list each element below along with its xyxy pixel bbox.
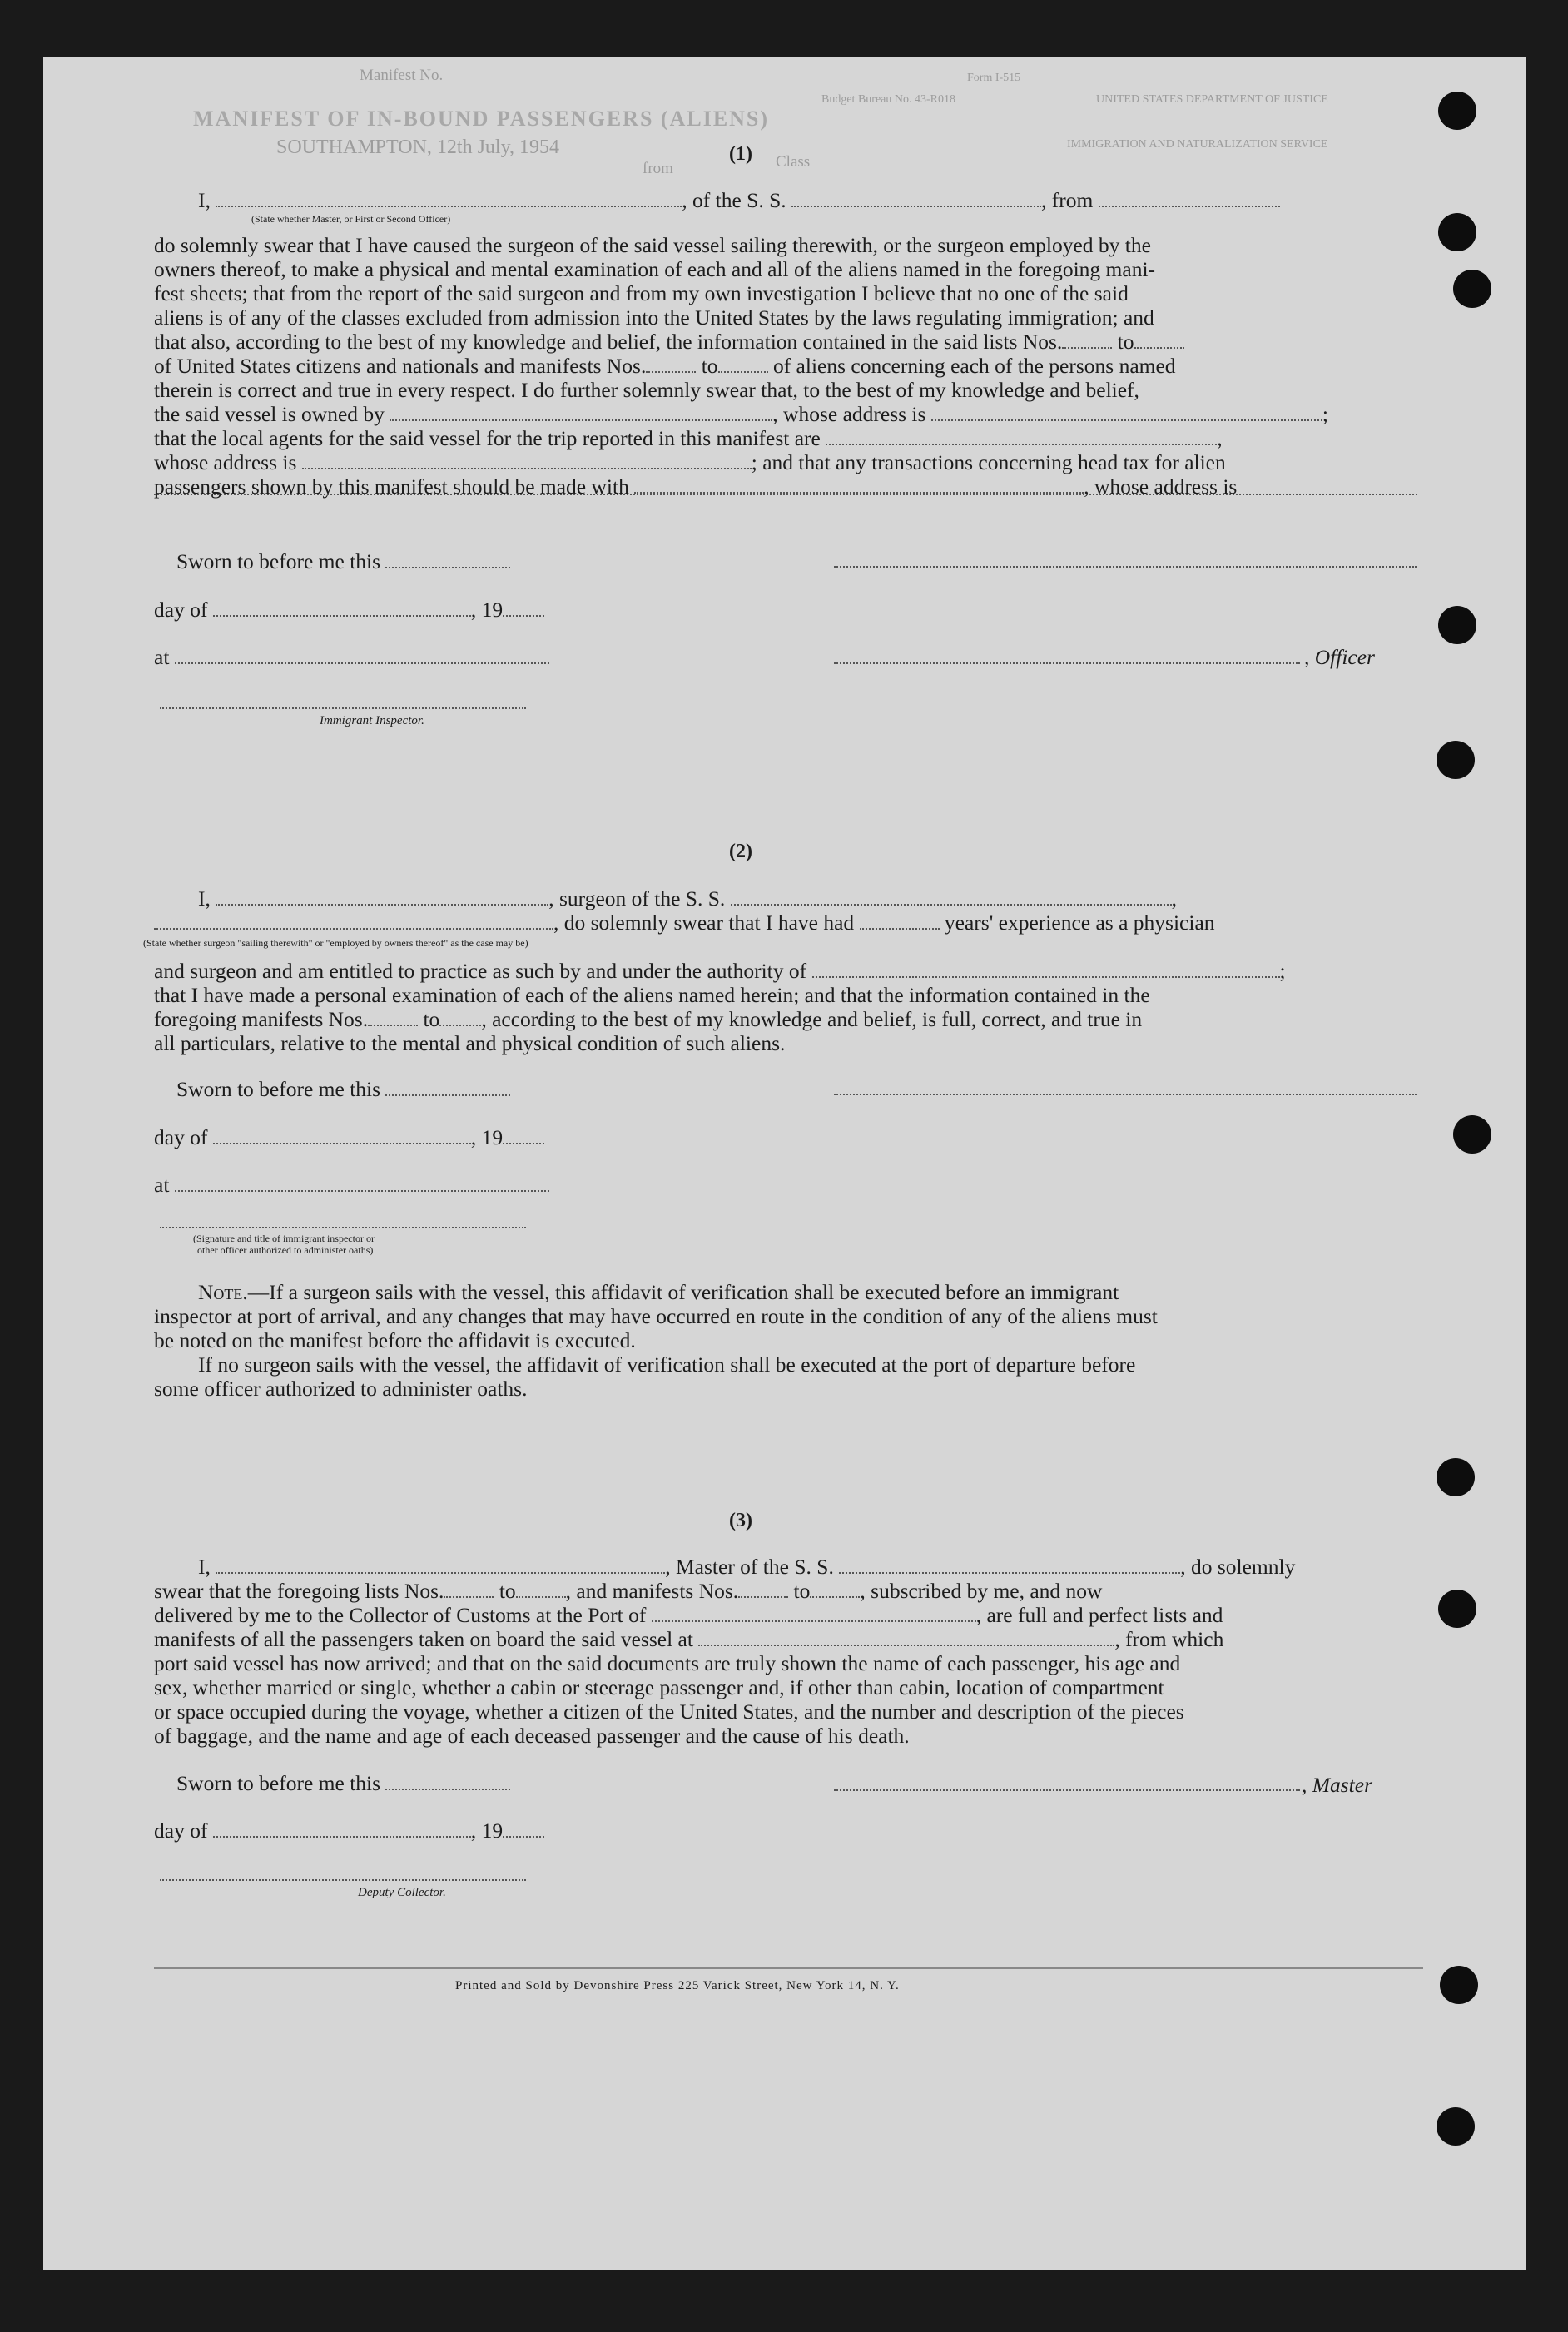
- s2-authority-blank[interactable]: [812, 961, 1280, 978]
- section-2-number: (2): [729, 841, 752, 862]
- s3-full-lists: , are full and perfect lists and: [975, 1603, 1223, 1627]
- bleed-from: from: [643, 160, 673, 177]
- s1-year-blank[interactable]: [503, 600, 544, 617]
- s1-immigrant-inspector: Immigrant Inspector.: [320, 714, 424, 727]
- s3-from-which: , from which: [1114, 1627, 1224, 1651]
- s2-to: to: [423, 1007, 440, 1031]
- punch-hole-4: [1438, 606, 1476, 644]
- s3-solemnly: , do solemnly: [1180, 1555, 1296, 1579]
- s3-para-2: [154, 1579, 1102, 1604]
- s3-lists-nos: swear that the foregoing lists Nos.: [154, 1579, 444, 1603]
- s3-year-blank[interactable]: [503, 1821, 544, 1838]
- s2-year-blank[interactable]: [503, 1128, 544, 1144]
- s1-para-8: [154, 402, 1328, 427]
- s3-para-6: sex, whether married or single, whether a cabin or steerage passenger and, if other than cabin, location of compartment: [154, 1675, 1164, 1699]
- s3-i: I,: [198, 1555, 211, 1579]
- s1-lists-text: that also, according to the best of my knowledge and belief, the information contained in the said lists Nos.: [154, 330, 1063, 354]
- s2-sworn-blank[interactable]: [385, 1079, 510, 1096]
- s1-agents-address: whose address is: [154, 450, 297, 474]
- s1-owner-blank[interactable]: [390, 404, 772, 421]
- punch-hole-5: [1437, 741, 1475, 779]
- s2-years-blank[interactable]: [860, 913, 940, 930]
- s2-note-4: If no surgeon sails with the vessel, the affidavit of verification shall be executed at the port of departure before: [198, 1352, 1136, 1377]
- s3-master-of: , Master of the S. S.: [665, 1555, 834, 1579]
- s1-manifests-text: of United States citizens and nationals and manifests Nos.: [154, 354, 647, 378]
- s2-i: I,: [198, 886, 211, 910]
- bleed-form-left: Form I-515: [967, 72, 1021, 84]
- bleed-port-line: SOUTHAMPTON, 12th July, 1954: [276, 136, 560, 158]
- s2-19: , 19: [470, 1125, 504, 1149]
- punch-hole-8: [1438, 1590, 1476, 1628]
- s1-aliens-text: of aliens concerning each of the persons named: [772, 354, 1176, 378]
- s2-according: , according to the best of my knowledge and belief, is full, correct, and true in: [481, 1007, 1143, 1031]
- s2-at: [154, 1173, 549, 1198]
- punch-hole-2: [1438, 213, 1476, 251]
- s2-para-1: [154, 959, 1286, 984]
- s2-solemnly: , do solemnly swear that I have had: [553, 910, 855, 935]
- s1-para-11: [154, 474, 1237, 499]
- s1-para-7: therein is correct and true in every respect. I do further solemnly swear that, to the best of my knowledge and belief,: [154, 378, 1139, 402]
- s3-deputy-collector: Deputy Collector.: [358, 1886, 446, 1899]
- s3-lists-to: to: [499, 1579, 516, 1603]
- printer-imprint: Printed and Sold by Devonshire Press 225 Varick Street, New York 14, N. Y.: [455, 1979, 900, 1992]
- s3-ss-blank[interactable]: [839, 1557, 1180, 1574]
- s2-note-5: some officer authorized to administer oaths.: [154, 1377, 528, 1401]
- s1-para-1: do solemnly swear that I have caused the surgeon of the said vessel sailing therewith, or the surgeon employed by the: [154, 233, 1151, 257]
- bleed-service: IMMIGRATION AND NATURALIZATION SERVICE: [1067, 138, 1328, 151]
- s1-manifests-from-blank[interactable]: [646, 356, 696, 373]
- s3-lists-to-blank[interactable]: [516, 1581, 566, 1598]
- s2-note-3: be noted on the manifest before the affidavit is executed.: [154, 1328, 636, 1352]
- s1-agents-address-blank[interactable]: [302, 453, 752, 469]
- s2-surgeon-of: , surgeon of the S. S.: [548, 886, 726, 910]
- punch-hole-10: [1437, 2107, 1475, 2146]
- s3-day: [154, 1818, 544, 1843]
- s3-manifests-from-blank[interactable]: [738, 1581, 788, 1598]
- s2-at-blank[interactable]: [175, 1175, 549, 1192]
- s3-manifests-to: to: [793, 1579, 811, 1603]
- s3-sworn: [176, 1771, 510, 1796]
- bleed-form-right: UNITED STATES DEPARTMENT OF JUSTICE: [1096, 93, 1328, 106]
- s2-sig-note-2: other officer authorized to administer oaths): [197, 1244, 374, 1256]
- bleed-class: Class: [776, 153, 811, 171]
- s2-ss-blank[interactable]: [731, 889, 1172, 906]
- s1-whose-address-2: , whose address is: [1084, 474, 1238, 499]
- s1-para-10: [154, 450, 1226, 475]
- s1-day: [154, 598, 544, 623]
- s3-master-signature[interactable]: [834, 1789, 1300, 1791]
- s2-manifests-nos: foregoing manifests Nos.: [154, 1007, 369, 1031]
- s1-head-tax: ; and that any transactions concerning head tax for alien: [751, 450, 1226, 474]
- s1-line-i: [198, 188, 1280, 213]
- punch-hole-9: [1440, 1966, 1478, 2004]
- s2-line-i: I, , surgeon of the S. S. ,: [198, 886, 1178, 910]
- s2-manifests-from-blank[interactable]: [368, 1010, 418, 1026]
- s1-owned-by: the said vessel is owned by: [154, 402, 385, 426]
- s2-para-3: [154, 1007, 1142, 1032]
- section-3-number: (3): [729, 1510, 752, 1531]
- s1-from-blank[interactable]: [1099, 191, 1280, 207]
- s2-note-surgeon: (State whether surgeon "sailing therewith" or "employed by owners thereof" as the case may be): [143, 937, 528, 949]
- s3-para-4: [154, 1627, 1223, 1652]
- s2-note-label: Note.: [198, 1280, 248, 1304]
- s2-note-1: [198, 1280, 1119, 1305]
- s3-port-blank[interactable]: [652, 1605, 976, 1622]
- s3-board-port-blank[interactable]: [698, 1630, 1114, 1646]
- s1-officer: , Officer: [1304, 645, 1375, 669]
- s1-para-5: [154, 330, 1184, 355]
- s1-day-text: day of: [154, 598, 208, 622]
- s1-para-4: aliens is of any of the classes excluded from admission into the United States by the laws regulating immigration; and: [154, 305, 1154, 330]
- section-1-number: (1): [729, 143, 752, 165]
- s3-manifests-to-blank[interactable]: [810, 1581, 860, 1598]
- s1-from: , from: [1041, 188, 1094, 212]
- s1-i: I,: [198, 188, 211, 212]
- s1-at-text: at: [154, 645, 170, 669]
- s2-surgeon-name-blank[interactable]: [216, 889, 548, 906]
- s3-para-7: or space occupied during the voyage, whether a citizen of the United States, and the number and description of the pieces: [154, 1699, 1184, 1724]
- s1-sworn-blank[interactable]: [385, 552, 510, 568]
- punch-hole-3: [1453, 270, 1491, 308]
- s2-surgeon-signature[interactable]: [834, 1094, 1417, 1095]
- s1-ss-blank[interactable]: [791, 191, 1041, 207]
- s3-para-3: [154, 1603, 1223, 1628]
- s3-subscribed: , subscribed by me, and now: [860, 1579, 1103, 1603]
- punch-hole-7: [1437, 1458, 1475, 1496]
- s1-manifests-to: to: [701, 354, 718, 378]
- s1-address-line[interactable]: [154, 494, 1417, 495]
- s2-note-line-1: —If a surgeon sails with the vessel, this affidavit of verification shall be executed before an immigrant: [247, 1280, 1119, 1304]
- s1-sworn: [176, 549, 510, 574]
- s3-taken-on-board: manifests of all the passengers taken on board the said vessel at: [154, 1627, 693, 1651]
- s1-comma: ,: [1217, 426, 1223, 450]
- s1-para-2: owners thereof, to make a physical and mental examination of each and all of the aliens named in the foregoing mani-: [154, 257, 1156, 281]
- s2-manifests-to-blank[interactable]: [439, 1010, 481, 1026]
- s1-lists-to-blank[interactable]: [1134, 332, 1184, 349]
- s1-para-6: [154, 354, 1176, 379]
- s2-years: years' experience as a physician: [944, 910, 1215, 935]
- s3-delivered: delivered by me to the Collector of Customs at the Port of: [154, 1603, 647, 1627]
- s1-local-agents: that the local agents for the said vessel for the trip reported in this manifest are: [154, 426, 821, 450]
- s1-officer-signature[interactable]: [834, 566, 1417, 568]
- s1-para-3: fest sheets; that from the report of the said surgeon and from my own investigation I believe that no one of the said: [154, 281, 1129, 305]
- s1-semi: ;: [1322, 402, 1328, 426]
- s2-inspector-line[interactable]: [160, 1227, 526, 1228]
- manifest-back-page: [43, 57, 1526, 2270]
- s1-agents-blank[interactable]: [826, 429, 1217, 445]
- s3-para-1: [198, 1555, 1295, 1580]
- s1-note-master: (State whether Master, or First or Second Officer): [251, 213, 451, 225]
- punch-hole-6: [1453, 1115, 1491, 1154]
- s3-manifests-nos: , and manifests Nos.: [565, 1579, 739, 1603]
- s1-whose-address: , whose address is: [772, 402, 926, 426]
- s1-at: [154, 645, 549, 670]
- s1-day-blank[interactable]: [213, 600, 471, 617]
- bleed-manifest-no: Manifest No.: [360, 67, 444, 84]
- s2-authority-text: and surgeon and am entitled to practice as such by and under the authority of: [154, 959, 807, 983]
- s1-19: , 19: [470, 598, 504, 622]
- s1-of-ss: , of the S. S.: [682, 188, 786, 212]
- s3-master: , Master: [1302, 1773, 1372, 1797]
- bleed-budget: Budget Bureau No. 43-R018: [821, 93, 955, 106]
- s1-passengers-shown: passengers shown by this manifest should be made with: [154, 474, 629, 499]
- s1-at-blank[interactable]: [175, 648, 549, 664]
- s2-line-solemnly: [154, 910, 1215, 935]
- s2-sworn-text: Sworn to before me this: [176, 1077, 381, 1101]
- s3-master-name-blank[interactable]: [216, 1557, 665, 1574]
- s2-para-2: that I have made a personal examination of each of the aliens named herein; and that the information contained in the: [154, 983, 1150, 1007]
- s1-sworn-text: Sworn to before me this: [176, 549, 381, 573]
- s2-semi: ;: [1279, 959, 1286, 983]
- s2-surgeon-type-blank[interactable]: [154, 913, 553, 930]
- s2-day-text: day of: [154, 1125, 208, 1149]
- s1-para-9: [154, 426, 1223, 451]
- s1-officer-title-line[interactable]: [834, 662, 1300, 664]
- s1-officer-blank[interactable]: [216, 191, 682, 207]
- s2-sig-note-1: (Signature and title of immigrant inspector or: [193, 1233, 375, 1244]
- s3-day-text: day of: [154, 1818, 208, 1843]
- s3-19: , 19: [470, 1818, 504, 1843]
- s3-sworn-text: Sworn to before me this: [176, 1771, 381, 1795]
- s2-para-4: all particulars, relative to the mental and physical condition of such aliens.: [154, 1031, 786, 1055]
- s1-head-tax-blank[interactable]: [634, 477, 1084, 494]
- s2-day-blank[interactable]: [213, 1128, 471, 1144]
- punch-hole-1: [1438, 92, 1476, 130]
- s1-manifests-to-blank[interactable]: [718, 356, 768, 373]
- s3-day-blank[interactable]: [213, 1821, 471, 1838]
- s1-inspector-line[interactable]: [160, 707, 526, 709]
- s1-owner-address-blank[interactable]: [931, 404, 1322, 421]
- s2-day: [154, 1125, 544, 1150]
- s2-at-text: at: [154, 1173, 170, 1197]
- s3-para-8: of baggage, and the name and age of each deceased passenger and the cause of his death.: [154, 1724, 910, 1748]
- bleed-title: MANIFEST OF IN-BOUND PASSENGERS (ALIENS): [193, 107, 770, 131]
- s3-sworn-blank[interactable]: [385, 1774, 510, 1790]
- s2-sworn: [176, 1077, 510, 1102]
- s3-para-5: port said vessel has now arrived; and that on the said documents are truly shown the name of each passenger, his age and: [154, 1651, 1181, 1675]
- s2-note-2: inspector at port of arrival, and any changes that may have occurred en route in the condition of any of the aliens must: [154, 1304, 1158, 1328]
- s1-lists-from-blank[interactable]: [1062, 332, 1112, 349]
- s1-lists-to: to: [1117, 330, 1134, 354]
- s3-collector-line[interactable]: [160, 1879, 526, 1881]
- footer-rule: [154, 1967, 1423, 1969]
- s3-lists-from-blank[interactable]: [444, 1581, 494, 1598]
